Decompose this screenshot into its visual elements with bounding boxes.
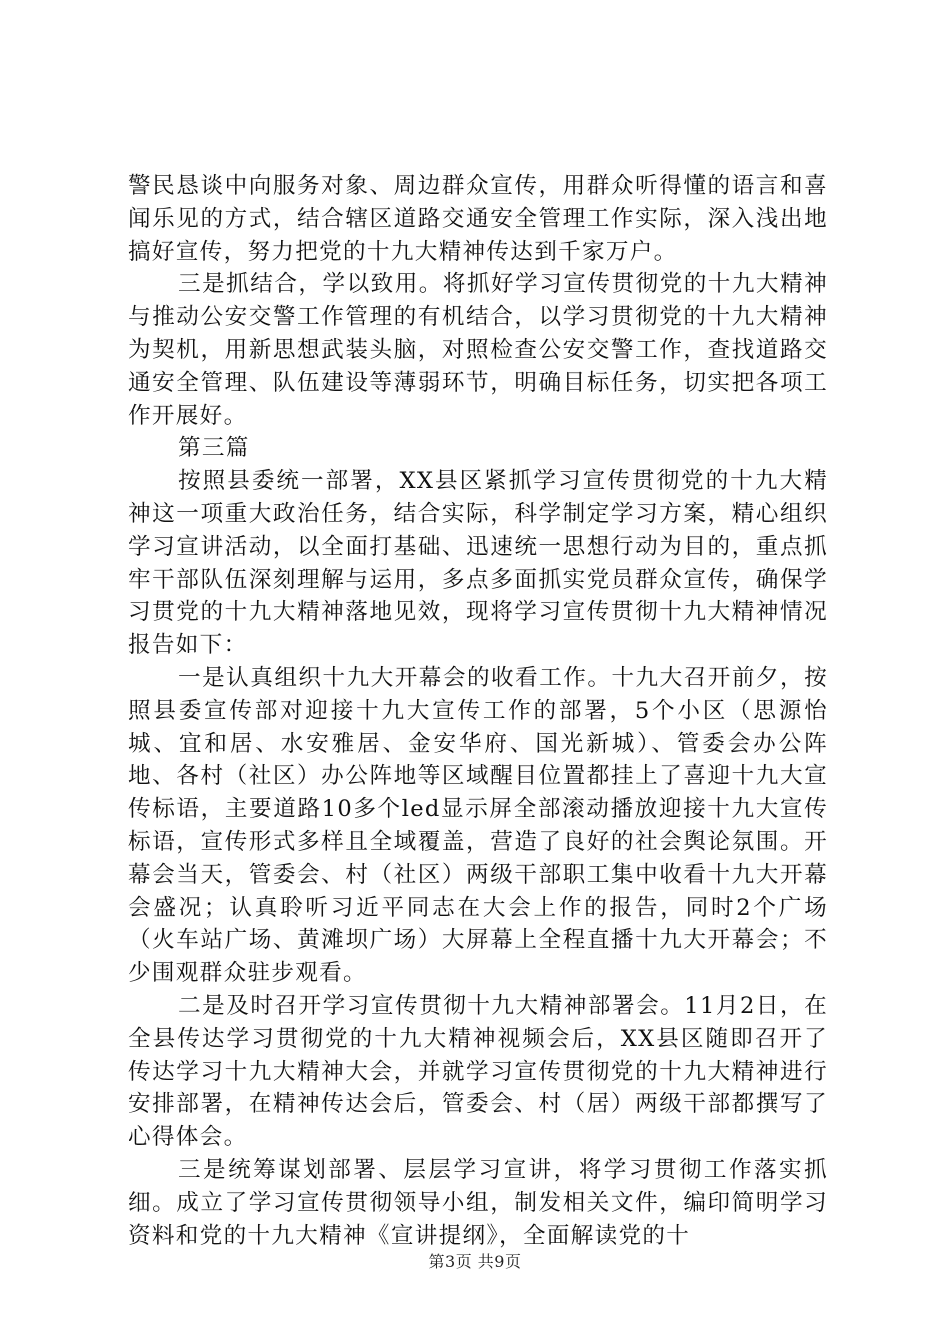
page-number-footer: 第3页 共9页 [428,1252,522,1271]
paragraph-intro: 按照县委统一部署，XX县区紧抓学习宣传贯彻党的十九大精神这一项重大政治任务，结合实际，科学制定学习方案，精心组织学习宣讲活动，以全面打基础、迅速统一思想行动为目的，重点抓牢干部队伍深刻理解与运用，多点多面抓实党员群众宣传，确保学习贯党的十九大精神落地见效，现将学习宣传贯彻十九大精神情况报告如下： [128,468,828,659]
section-heading: 第三篇 [178,435,250,462]
paragraph-point-three: 三是抓结合，学以致用。将抓好学习宣传贯彻党的十九大精神与推动公安交警工作管理的有机结合，以学习贯彻党的十九大精神为契机，用新思想武装头脑，对照检查公安交警工作，查找道路交通安全管理、队伍建设等薄弱环节，明确目标任务，切实把各项工作开展好。 [128,271,828,429]
document-body [128,170,828,1252]
paragraph-item-two: 二是及时召开学习宣传贯彻十九大精神部署会。11月2日，在全县传达学习贯彻党的十九大精神视频会后，XX县区随即召开了传达学习十九大精神大会，并就学习宣传贯彻党的十九大精神进行安排部署，在精神传达会后，管委会、村（居）两级干部都撰写了心得体会。 [128,992,828,1151]
paragraph-item-one: 一是认真组织十九大开幕会的收看工作。十九大召开前夕，按照县委宣传部对迎接十九大宣传工作的部署，5个小区（思源怡城、宜和居、水安雅居、金安华府、国光新城）、管委会办公阵地、各村（社区）办公阵地等区域醒目位置都挂上了喜迎十九大宣传标语，主要道路10多个led显示屏全部滚动播放迎接十九大宣传标语，宣传形式多样且全域覆盖，营造了良好的社会舆论氛围。开幕会当天，管委会、村（社区）两级干部职工集中收看十九大开幕会盛况；认真聆听习近平同志在大会上作的报告，同时2个广场（火车站广场、黄滩坝广场）大屏幕上全程直播十九大开幕会；不少围观群众驻步观看。 [128,664,828,987]
paragraph-item-three: 三是统筹谋划部署、层层学习宣讲，将学习贯彻工作落实抓细。成立了学习宣传贯彻领导小组，制发相关文件，编印简明学习资料和党的十九大精神《宣讲提纲》，全面解读党的十 [128,1156,828,1249]
paragraph-continuation: 警民恳谈中向服务对象、周边群众宣传，用群众听得懂的语言和喜闻乐见的方式，结合辖区道路交通安全管理工作实际，深入浅出地搞好宣传，努力把党的十九大精神传达到千家万户。 [128,173,828,265]
